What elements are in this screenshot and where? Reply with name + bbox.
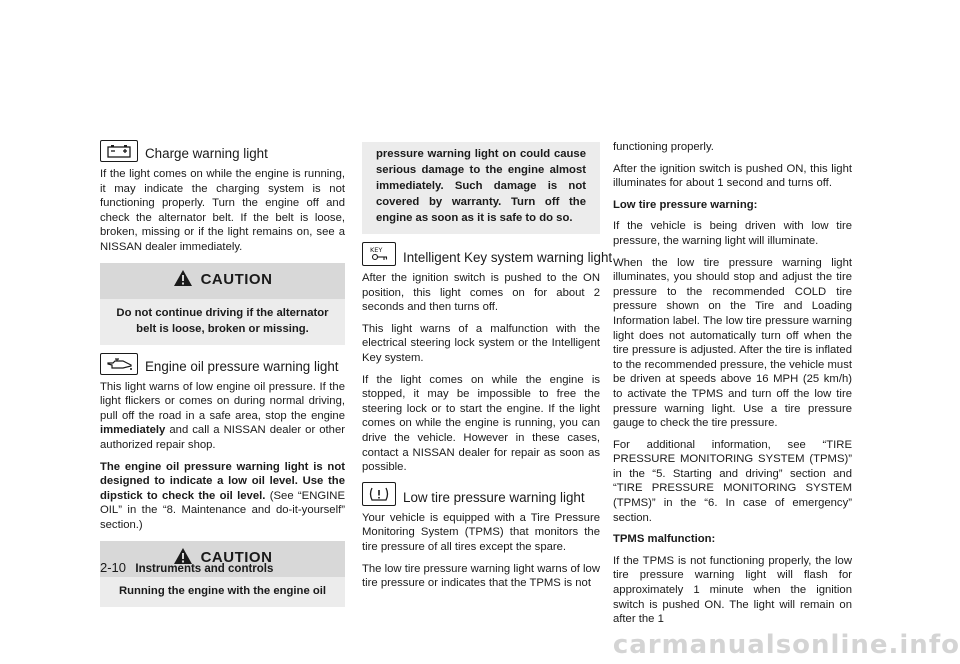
page-number: 2-10	[100, 560, 127, 575]
tire-heading: Low tire pressure warning light	[403, 489, 585, 505]
charge-heading-row	[100, 140, 345, 162]
tire-pressure-icon	[362, 482, 396, 506]
oil-text-bold: immediately	[100, 424, 166, 437]
col3-paragraph-4: When the low tire pressure warning light illuminates, you should stop and adjust the tire pressure to the recommended COLD tire pressure shown on the Tire and Loading Information label. The low tire pressure warning light does not automatically turn off when the tire pressure is adjusted. After the tire is inflated to the recommended pressure, the vehicle must be driven at speeds above 16 MPH (25 km/h) to activate the TPMS and turn off the low tire pressure warning light. Use a tire pressure gauge to check the tire pressure.	[613, 256, 852, 430]
col3-paragraph-3: If the vehicle is being driven with low tire pressure, the warning light will illuminate.	[613, 220, 852, 247]
col3-paragraph-1: functioning properly.	[613, 141, 714, 153]
intelligent-key-icon	[362, 242, 396, 266]
tire-paragraph-1: Your vehicle is equipped with a Tire Pressure Monitoring System (TPMS) that monitors the tire pressure of all tires except the spare.	[362, 511, 600, 553]
page-footer	[100, 560, 273, 575]
charge-text: If the light comes on while the engine is running, it may indicate the charging system is not functioning properly. Turn the engine off and check the alternator belt. If the belt is loose, broken, missing or if the light remains on, see a NISSAN dealer immediately.	[100, 168, 345, 253]
key-heading-row	[362, 242, 613, 266]
column-3	[613, 140, 852, 634]
oil-note	[100, 460, 345, 533]
oil-note-bold: The engine oil pressure warning light is not designed to indicate a low oil level. Use the dipstick to check the oil level.	[100, 460, 345, 502]
caution-header-1	[100, 263, 345, 299]
col3-paragraph-2: After the ignition switch is pushed ON, this light illuminates for about 1 second and turns off.	[613, 162, 852, 190]
column-1	[100, 140, 345, 615]
col3-paragraph-6: If the TPMS is not functioning properly, the low tire pressure warning light will flash for approximately 1 minute when the ignition switch is pushed ON. The light will remain on after the 1	[613, 554, 852, 626]
caution-label-1: CAUTION	[200, 271, 273, 289]
caution-text-1: Do not continue driving if the alternator belt is loose, broken or missing.	[100, 299, 345, 345]
caution-text-2-continued: pressure warning light on could cause serious damage to the engine almost immediately. Such damage is not covered by warranty. Turn off the engine as soon as it is safe to do so.	[362, 142, 600, 234]
caution-box-1	[100, 263, 345, 345]
oil-text-b: and call a NISSAN dealer or other authorized repair shop.	[100, 424, 346, 451]
key-heading: Intelligent Key system warning light	[403, 250, 613, 265]
oil-note-normal: (See “ENGINE OIL” in the “8. Maintenance and do-it-yourself” section.)	[100, 489, 345, 531]
low-tire-subheading: Low tire pressure warning:	[613, 198, 758, 211]
charge-heading: Charge warning light	[145, 146, 268, 161]
tpms-malfunction-subheading: TPMS malfunction:	[613, 533, 716, 546]
tire-paragraph-2: The low tire pressure warning light warns of low tire pressure or indicates that the TPMS is not	[362, 562, 600, 590]
oil-text-a: This light warns of low engine oil pressure. If the light flickers or comes on during normal driving, pull off the road in a safe area, stop the engine	[100, 380, 345, 422]
oil-text	[100, 380, 345, 453]
oil-heading: Engine oil pressure warning light	[145, 358, 339, 374]
section-title: Instruments and controls	[135, 563, 274, 575]
watermark: carmanualsonline.info	[612, 630, 960, 660]
caution-text-2: Running the engine with the engine oil	[100, 577, 345, 607]
col3-paragraph-5: For additional information, see “TIRE PRESSURE MONITORING SYSTEM (TPMS)” in the “5. Starting and driving” section and “TIRE PRESSURE MONITORING SYSTEM (TPMS)” in the “6. In case of emergency” section.	[613, 438, 852, 524]
warning-triangle-icon	[173, 269, 193, 292]
key-paragraph-1: After the ignition switch is pushed to the ON position, this light comes on for about 2 seconds and then turns off.	[362, 272, 600, 314]
caution-label-2: CAUTION	[200, 549, 273, 567]
key-paragraph-3: If the light comes on while the engine is stopped, it may be impossible to free the steering lock or to start the engine. If the light comes on while the engine is running, you can drive the vehicle. However in these cases, contact a NISSAN dealer for repair as soon as possible.	[362, 373, 600, 474]
oil-heading-row	[100, 353, 345, 375]
svg-text:KEY: KEY	[370, 246, 383, 254]
key-paragraph-2: This light warns of a malfunction with the electrical steering lock system or the Intelligent Key system.	[362, 322, 600, 364]
column-2	[362, 142, 613, 598]
battery-icon	[100, 140, 138, 162]
oil-can-icon	[100, 353, 138, 375]
tire-heading-row	[362, 482, 600, 506]
